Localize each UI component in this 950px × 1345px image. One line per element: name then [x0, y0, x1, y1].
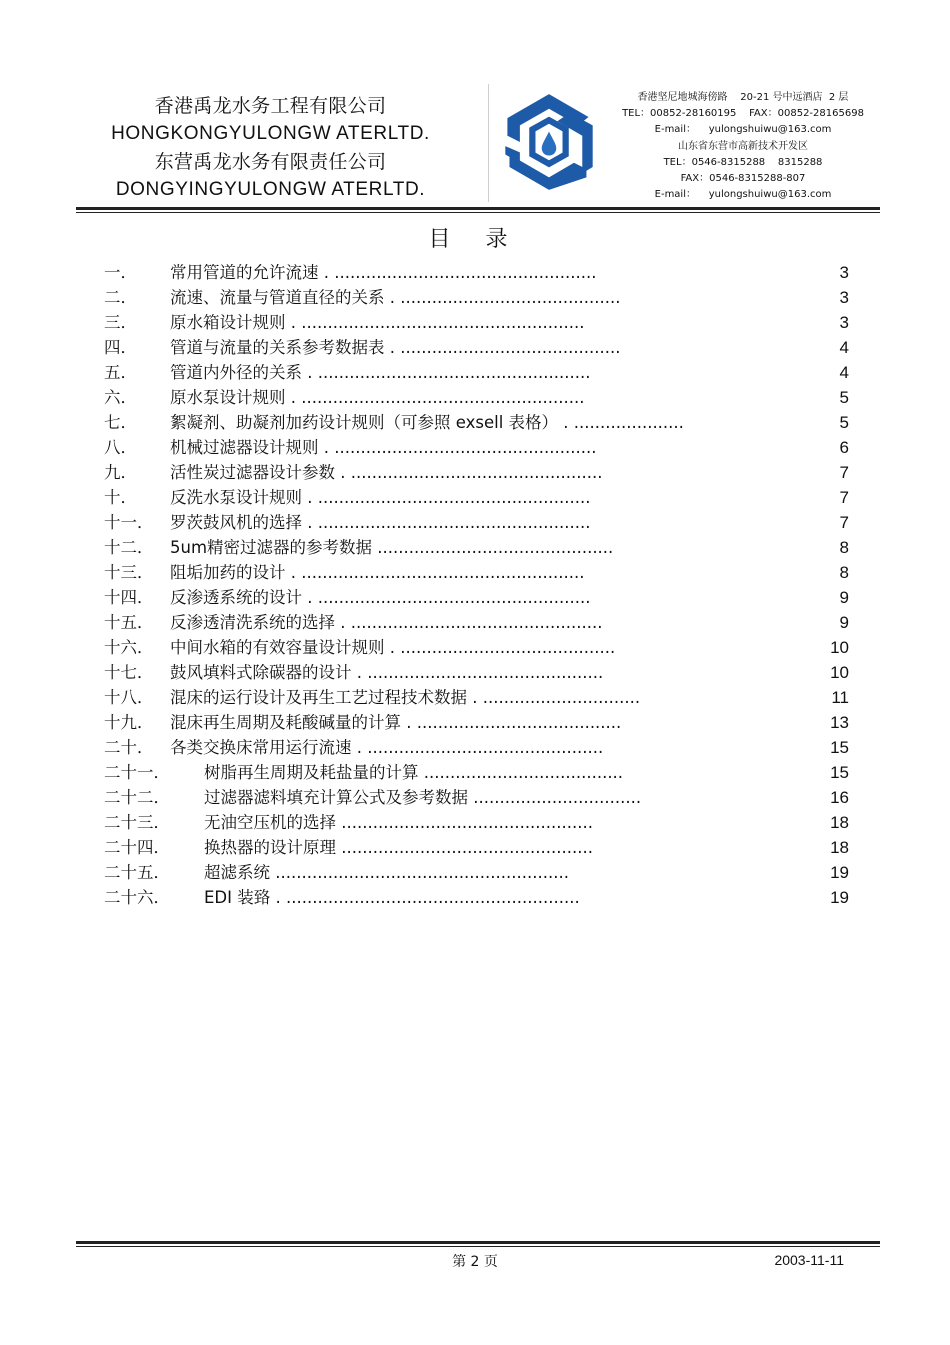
contact-line: 香港坚尼地城海傍路 20-21 号中远酒店 2 层 [637, 92, 849, 103]
toc-text: 反洗水泵设计规则 . .................................................... [170, 488, 591, 507]
toc-entry[interactable] [104, 887, 849, 912]
contact-line: E-mail： yulongshuiwu@163.com [654, 124, 832, 136]
toc-number: 七． [104, 413, 137, 432]
toc-number: 二十三． [104, 813, 170, 832]
toc-page: 11 [831, 688, 849, 707]
toc-page: 4 [839, 363, 849, 382]
toc-entry[interactable] [104, 662, 849, 687]
toc-number: 二十四． [104, 838, 170, 857]
company-logo [488, 84, 609, 202]
toc-text: 管道内外径的关系 . .................................................... [170, 363, 591, 382]
toc-page: 18 [830, 838, 849, 857]
toc-title: 目 录 [428, 227, 522, 252]
toc-page: 3 [839, 288, 849, 307]
contact-line: 山东省东营市高新技术开发区 [678, 140, 808, 152]
toc-text: 流速、流量与管道直径的关系 . .......................................... [170, 288, 621, 307]
toc-page: 5 [839, 388, 849, 407]
toc-number: 十七． [104, 663, 154, 682]
toc-entry[interactable] [104, 687, 849, 712]
toc-text: 换热器的设计原理 ................................................ [204, 838, 593, 857]
toc-page: 8 [839, 538, 849, 557]
toc-page: 18 [830, 813, 849, 832]
toc-number: 二十二． [104, 788, 170, 807]
toc-number: 十二． [104, 538, 154, 557]
toc-page: 15 [830, 763, 849, 782]
toc-entry[interactable] [104, 512, 849, 537]
contact-line: TEL：0546-8315288 8315288 [663, 156, 823, 168]
toc-text: 反渗透系统的设计 . .................................................... [170, 588, 591, 607]
toc-entry[interactable] [104, 737, 849, 762]
header-divider-thin [76, 212, 880, 213]
toc-number: 十． [104, 488, 137, 507]
toc-page: 7 [839, 513, 849, 532]
toc-entry[interactable] [104, 712, 849, 737]
toc-entry[interactable] [104, 362, 849, 387]
header-divider [76, 207, 880, 210]
toc-number: 十五． [104, 613, 154, 632]
toc-number: 五． [104, 363, 137, 382]
company-name-cn-hk: 香港禹龙水务工程有限公司 [154, 95, 387, 117]
toc-number: 十九． [104, 713, 154, 732]
toc-text: 原水箱设计规则 . ...................................................... [170, 313, 585, 332]
toc-text: 过滤器滤料填充计算公式及参考数据 ................................ [204, 788, 642, 807]
toc-entry[interactable] [104, 587, 849, 612]
toc-page: 6 [839, 438, 849, 457]
toc-number: 六． [104, 388, 137, 407]
toc-text: 机械过滤器设计规则 . .................................................. [170, 438, 597, 457]
toc-entry[interactable] [104, 812, 849, 837]
toc-number: 二十． [104, 738, 154, 757]
toc-entry[interactable] [104, 862, 849, 887]
toc-entry[interactable] [104, 412, 849, 437]
toc-entry[interactable] [104, 437, 849, 462]
toc-entry[interactable] [104, 612, 849, 637]
footer-divider [76, 1241, 880, 1244]
toc-text: 混床的运行设计及再生工艺过程技术数据 . .............................. [170, 688, 641, 707]
toc-number: 四． [104, 338, 137, 357]
toc-entry[interactable] [104, 487, 849, 512]
toc-page: 3 [839, 263, 849, 282]
toc-page: 16 [830, 788, 849, 807]
toc-page: 15 [830, 738, 849, 757]
toc-entry[interactable] [104, 837, 849, 862]
toc-number: 一． [104, 263, 137, 282]
toc-entry[interactable] [104, 562, 849, 587]
company-names [78, 92, 463, 204]
toc-entry[interactable] [104, 462, 849, 487]
toc-number: 十八． [104, 688, 154, 707]
toc-entry[interactable] [104, 387, 849, 412]
page-number: 第 2 页 [452, 1254, 498, 1270]
toc-text: 反渗透清洗系统的选择 . ................................................ [170, 613, 603, 632]
contact-line: E-mail： yulongshuiwu@163.com [654, 189, 832, 201]
toc-entry[interactable] [104, 637, 849, 662]
toc-page: 10 [830, 663, 849, 682]
toc-page: 19 [830, 888, 849, 907]
toc-entry[interactable] [104, 312, 849, 337]
toc-text: 鼓风填料式除碳器的设计 . ............................................. [170, 663, 604, 682]
toc-text: 絮凝剂、助凝剂加药设计规则（可参照 exsell 表格） . ..................... [170, 413, 684, 432]
toc-page: 3 [839, 313, 849, 332]
toc-page: 4 [839, 338, 849, 357]
toc-page: 9 [839, 613, 849, 632]
toc-text: 混床再生周期及耗酸碱量的计算 . ....................................... [170, 713, 622, 732]
footer-divider-thin [76, 1246, 880, 1247]
toc-entry[interactable] [104, 537, 849, 562]
toc-number: 十六． [104, 638, 154, 657]
toc-text: 树脂再生周期及耗盐量的计算 ...................................... [204, 763, 624, 782]
toc-entry[interactable] [104, 762, 849, 787]
toc-number: 十一． [104, 513, 154, 532]
toc-page: 5 [839, 413, 849, 432]
toc-number: 二十一． [104, 763, 170, 782]
toc-page: 7 [839, 463, 849, 482]
toc-entry[interactable] [104, 287, 849, 312]
toc-number: 八． [104, 438, 137, 457]
toc-text: 阻垢加药的设计 . ...................................................... [170, 563, 585, 582]
toc-entry[interactable] [104, 787, 849, 812]
company-name-en-hk: HONGKONGYULONGW ATERLTD. [111, 123, 430, 144]
toc-number: 十四． [104, 588, 154, 607]
contact-line: TEL：00852-28160195 FAX：00852-28165698 [622, 108, 864, 120]
toc-entry[interactable] [104, 337, 849, 362]
toc-number: 三． [104, 313, 137, 332]
toc-page: 19 [830, 863, 849, 882]
toc-number: 九． [104, 463, 137, 482]
toc-text: 中间水箱的有效容量设计规则 . ......................................... [170, 638, 616, 657]
toc-text: 原水泵设计规则 . ...................................................... [170, 388, 585, 407]
toc-text: 无油空压机的选择 ................................................ [204, 813, 593, 832]
toc-page: 10 [830, 638, 849, 657]
toc-text: EDI 装臵 . ........................................................ [204, 888, 580, 907]
toc-number: 二十六． [104, 888, 170, 907]
toc-text: 5um精密过滤器的参考数据 ............................................. [170, 538, 614, 557]
contact-line: FAX：0546-8315288-807 [680, 173, 806, 185]
company-name-cn-dy: 东营禹龙水务有限责任公司 [154, 151, 387, 173]
company-name-en-dy: DONGYINGYULONGW ATERLTD. [115, 179, 426, 200]
toc-number: 二十五． [104, 863, 170, 882]
toc-page: 13 [830, 713, 849, 732]
toc-number: 二． [104, 288, 137, 307]
table-of-contents [104, 262, 849, 912]
toc-text: 罗茨鼓风机的选择 . .................................................... [170, 513, 591, 532]
toc-page: 7 [839, 488, 849, 507]
contact-info [612, 90, 874, 203]
document-date: 2003-11-11 [774, 1252, 844, 1268]
toc-entry[interactable] [104, 262, 849, 287]
toc-number: 十三． [104, 563, 154, 582]
logo-mark-icon [497, 90, 601, 194]
toc-text: 各类交换床常用运行流速 . ............................................. [170, 738, 604, 757]
toc-page: 8 [839, 563, 849, 582]
toc-text: 常用管道的允许流速 . .................................................. [170, 263, 597, 282]
toc-text: 活性炭过滤器设计参数 . ................................................ [170, 463, 603, 482]
toc-text: 管道与流量的关系参考数据表 . .......................................... [170, 338, 621, 357]
toc-page: 9 [839, 588, 849, 607]
water-drop-icon [542, 132, 557, 156]
toc-text: 超滤系统 ........................................................ [204, 863, 569, 882]
